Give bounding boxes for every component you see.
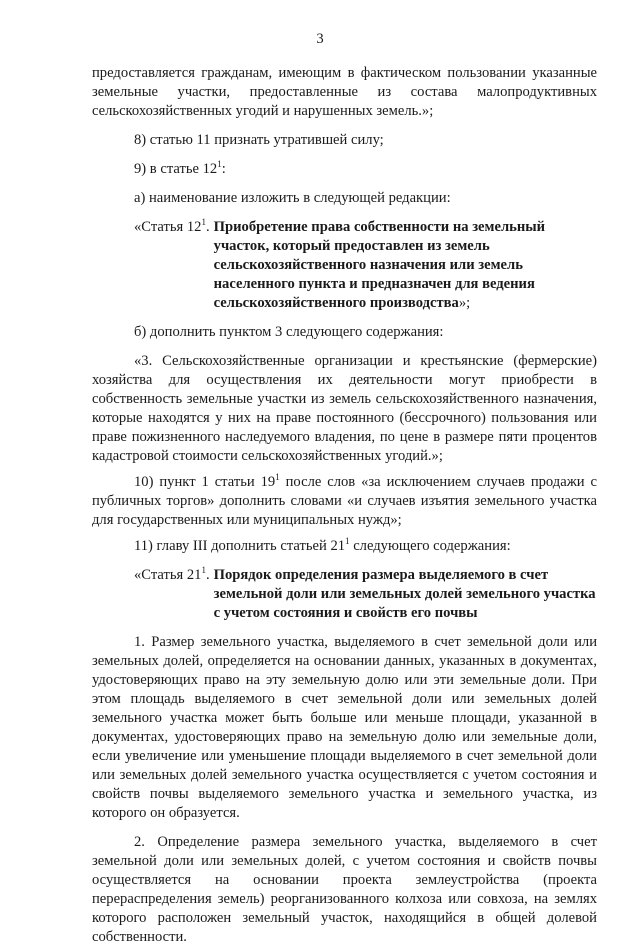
item-11-text-end: следующего содержания: [349,538,511,554]
article-label-dot: . [205,219,210,235]
article-title-text: Приобретение права собственности на земельный участок, который предоставлен из земель сельскохозяйственного назначения или земель населенного пункта и предназначен для ведения сельскохозяйственного производства [213,219,546,311]
article-label-dot: . [205,567,210,583]
article-label-text: «Статья 12 [134,219,202,235]
item-10-text-start: 10) пункт 1 статьи 19 [134,474,276,490]
item-10-text-end: после слов «за исключением случаев продажи с публичных торгов» дополнить словами «и случаев изъятия земельного участка для государственных или муниципальных нужд»; [92,474,597,528]
item-11-text-start: 11) главу III дополнить статьей 21 [134,538,346,554]
article-12-1-label [92,218,214,237]
article-title-end: »; [458,295,471,311]
paragraph-section-1: 1. Размер земельного участка, выделяемого в счет земельной доли или земельных долей, определяется на основании данных, указанных в документах, удостоверяющих право на эту земельную долю или эти земельные доли. При этом площадь выделяемого в счет земельной доли или земельных долей земельного участка может быть больше или меньше площади, указанной в документах, удостоверяющих право на земельную долю или земельные доли, если увеличение или уменьшение площади выделяемого в счет земельной доли или земельных долей земельного участка осуществляется с учетом состояния и свойств почвы выделяемого земельного участка и земельного участка, из которого он образуется. [92,634,597,821]
article-21-1-label [92,566,214,585]
paragraph-section-2: 2. Определение размера земельного участка, выделяемого в счет земельной доли или земельных долей, с учетом состояния и свойств почвы осуществляется на основании проекта землеустройства (проекта перераспределения земель) реорганизованного колхоза или совхоза, на землях которого расположен земельный участок, находящийся в общей долевой собственности. [92,834,597,945]
paragraph-item-11 [92,537,597,556]
article-label-text: «Статья 21 [134,567,202,583]
paragraph-item-a: а) наименование изложить в следующей редакции: [134,190,451,206]
paragraph-item-8: 8) статью 11 признать утратившей силу; [134,132,384,148]
paragraph-point-3: «3. Сельскохозяйственные организации и крестьянские (фермерские) хозяйства для осуществления их деятельности могут приобрести в собственность земельные участки из земель сельскохозяйственного назначения, которые находятся у них на праве постоянного (бессрочного) пользования или праве пожизненного наследуемого владения, по цене в размере пяти процентов кадастровой стоимости сельскохозяйственных угодий.»; [92,353,597,464]
article-21-1-title: Порядок определения размера выделяемого в счет земельной доли или земельных долей земельного участка с учетом состояния и свойств его почвы [213,567,596,621]
document-body [92,64,597,947]
item-9-colon: : [221,161,226,177]
paragraph-item-9 [92,160,597,179]
paragraph-item-b: б) дополнить пунктом 3 следующего содержания: [134,324,444,340]
article-label-superscript: 1 [201,217,206,227]
article-21-1-heading [92,566,597,623]
paragraph-item-10 [92,473,597,530]
page-number: 3 [316,31,324,47]
item-10-superscript: 1 [275,472,280,482]
article-label-superscript: 1 [201,565,206,575]
article-12-1-title [214,218,597,313]
article-12-1-heading [92,218,597,313]
item-9-text: 9) в статье 12 [134,161,218,177]
item-11-superscript: 1 [345,536,350,546]
item-9-superscript: 1 [217,159,222,169]
paragraph-continuation: предоставляется гражданам, имеющим в фактическом пользовании указанные земельные участки, предоставленные из состава малопродуктивных сельскохозяйственных угодий и нарушенных земель.»; [92,65,597,119]
